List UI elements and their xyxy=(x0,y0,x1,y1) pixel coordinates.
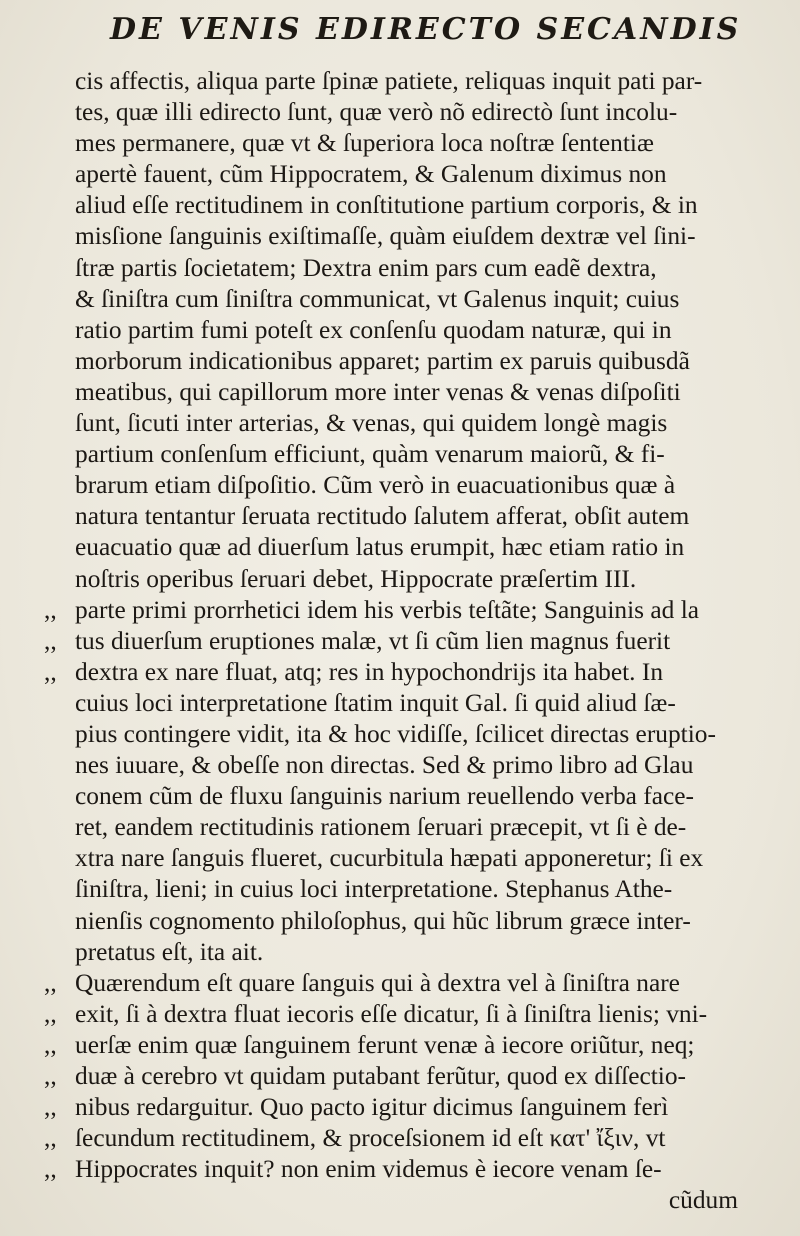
text-line xyxy=(44,595,778,626)
text-line xyxy=(44,1123,778,1154)
line-text: misſione ſanguinis exiſtimaſſe, quàm eiuſdem dextræ vel ſini- xyxy=(75,222,696,251)
text-line xyxy=(50,843,778,874)
line-text: Quærendum eſt quare ſanguis qui à dextra vel à ſiniſtra nare xyxy=(75,968,680,997)
line-text: ſecundum rectitudinem, & proceſsionem id eſt κατ' ἴξιν, vt xyxy=(75,1124,666,1153)
text-line xyxy=(44,657,778,688)
line-text: ratio partim fumi poteſt ex conſenſu quodam naturæ, qui in xyxy=(75,315,672,344)
quotation-mark: ,, xyxy=(44,626,57,655)
text-line xyxy=(50,159,778,190)
text-line xyxy=(44,968,778,999)
quotation-mark: ,, xyxy=(44,1062,57,1090)
text-line xyxy=(50,284,778,315)
text-line xyxy=(50,750,778,781)
line-text: exit, ſi à dextra fluat iecoris eſſe dicatur, ſi à ſiniſtra lienis; vni- xyxy=(75,999,708,1028)
line-text: uerſæ enim quæ ſanguinem ferunt venæ à iecore oriũtur, neq; xyxy=(75,1030,695,1059)
line-text: cuius loci interpretatione ſtatim inquit Gal. ſi quid aliud ſæ- xyxy=(75,688,676,717)
quotation-mark: ,, xyxy=(44,999,57,1028)
text-line xyxy=(50,97,778,128)
text-line xyxy=(44,999,778,1030)
quotation-mark: ,, xyxy=(44,1030,57,1059)
text-line xyxy=(50,874,778,905)
line-text: mes permanere, quæ vt & ſuperiora loca noſtræ ſententiæ xyxy=(75,129,654,158)
text-line xyxy=(50,564,778,595)
line-text: pretatus eſt, ita ait. xyxy=(75,937,264,966)
line-text: cis affectis, aliqua parte ſpinæ patiete, reliquas inquit pati par- xyxy=(75,67,703,95)
line-text: natura tentantur ſeruata rectitudo ſalutem afferat, obſit autem xyxy=(75,502,690,531)
text-line xyxy=(50,221,778,252)
text-line xyxy=(44,626,778,657)
line-text: nienſis cognomento philoſophus, qui hũc librum græce inter- xyxy=(75,906,691,935)
quotation-mark: ,, xyxy=(44,657,57,686)
line-text: meatibus, qui capillorum more inter venas & venas diſpoſiti xyxy=(75,377,681,406)
text-line xyxy=(50,719,778,750)
text-line xyxy=(50,66,778,97)
running-head: DE VENIS EDIRECTO SECANDIS xyxy=(110,12,742,47)
line-text: ſiniſtra, lieni; in cuius loci interpretatione. Stephanus Athe- xyxy=(75,875,673,904)
line-text: pius contingere vidit, ita & hoc vidiſſe, ſcilicet directas eruptio- xyxy=(75,719,716,748)
body-text xyxy=(44,66,778,1216)
text-line xyxy=(44,1030,778,1061)
line-text: noſtris operibus ſeruari debet, Hippocrate præſertim III. xyxy=(75,564,637,593)
line-text: ret, eandem rectitudinis rationem ſeruari præcepit, vt ſi è de- xyxy=(75,813,687,842)
quotation-mark: ,, xyxy=(44,1093,57,1122)
line-text: tus diuerſum eruptiones malæ, vt ſi cũm lien magnus fuerit xyxy=(75,626,671,655)
quotation-mark: ,, xyxy=(44,595,57,624)
text-line xyxy=(50,470,778,501)
line-text: nibus redarguitur. Quo pacto igitur dicimus ſanguinem ferì xyxy=(75,1093,669,1122)
text-line xyxy=(50,346,778,377)
text-line xyxy=(44,1092,778,1123)
text-line xyxy=(44,1061,778,1092)
line-text: ſunt, ſicuti inter arterias, & venas, qui quidem longè magis xyxy=(75,409,668,438)
line-text: & ſiniſtra cum ſiniſtra communicat, vt Galenus inquit; cuius xyxy=(75,284,680,313)
text-line xyxy=(44,1154,778,1185)
text-line xyxy=(50,532,778,563)
line-text: Hippocrates inquit? non enim videmus è iecore venam ſe- xyxy=(75,1155,662,1184)
text-line xyxy=(50,937,778,968)
line-text: aliud eſſe rectitudinem in conſtitutione partium corporis, & in xyxy=(75,191,698,220)
catchword: cũdum xyxy=(668,1186,738,1215)
line-text: duæ à cerebro vt quidam putabant ferũtur, quod ex diſſectio- xyxy=(75,1062,686,1090)
text-line xyxy=(50,812,778,843)
text-line xyxy=(50,408,778,439)
text-line xyxy=(50,128,778,159)
text-line xyxy=(50,501,778,532)
line-text: partium conſenſum efficiunt, quàm venarum maiorũ, & fi- xyxy=(75,440,665,469)
line-text: xtra nare ſanguis flueret, cucurbitula hæpati apponeretur; ſi ex xyxy=(75,844,704,873)
line-text: nes iuuare, & obeſſe non directas. Sed & primo libro ad Glau xyxy=(75,751,694,780)
quotation-mark: ,, xyxy=(44,1124,57,1153)
line-text: tes, quæ illi edirecto ſunt, quæ verò nõ edirectò ſunt incolu- xyxy=(75,98,678,127)
text-line xyxy=(50,253,778,284)
quotation-mark: ,, xyxy=(44,1155,57,1184)
text-line xyxy=(50,190,778,221)
line-text: ſtræ partis ſocietatem; Dextra enim pars cum eadẽ dextra, xyxy=(75,253,657,282)
text-line xyxy=(50,688,778,719)
line-text: morborum indicationibus apparet; partim ex paruis quibusdã xyxy=(75,346,690,375)
line-text: euacuatio quæ ad diuerſum latus erumpit, hæc etiam ratio in xyxy=(75,533,685,562)
line-text: dextra ex nare fluat, atq; res in hypochondrijs ita habet. In xyxy=(75,657,664,686)
line-text: conem cũm de fluxu ſanguinis narium reuellendo verba face- xyxy=(75,782,695,811)
line-text: brarum etiam diſpoſitio. Cũm verò in euacuationibus quæ à xyxy=(75,471,676,500)
text-line xyxy=(50,781,778,812)
line-text: apertè fauent, cũm Hippocratem, & Galenum diximus non xyxy=(75,160,667,189)
text-line xyxy=(50,439,778,470)
text-line xyxy=(50,315,778,346)
text-line xyxy=(50,377,778,408)
line-text: parte primi prorrhetici idem his verbis teſtãte; Sanguinis ad la xyxy=(75,595,700,624)
text-line xyxy=(50,906,778,937)
quotation-mark: ,, xyxy=(44,968,57,997)
